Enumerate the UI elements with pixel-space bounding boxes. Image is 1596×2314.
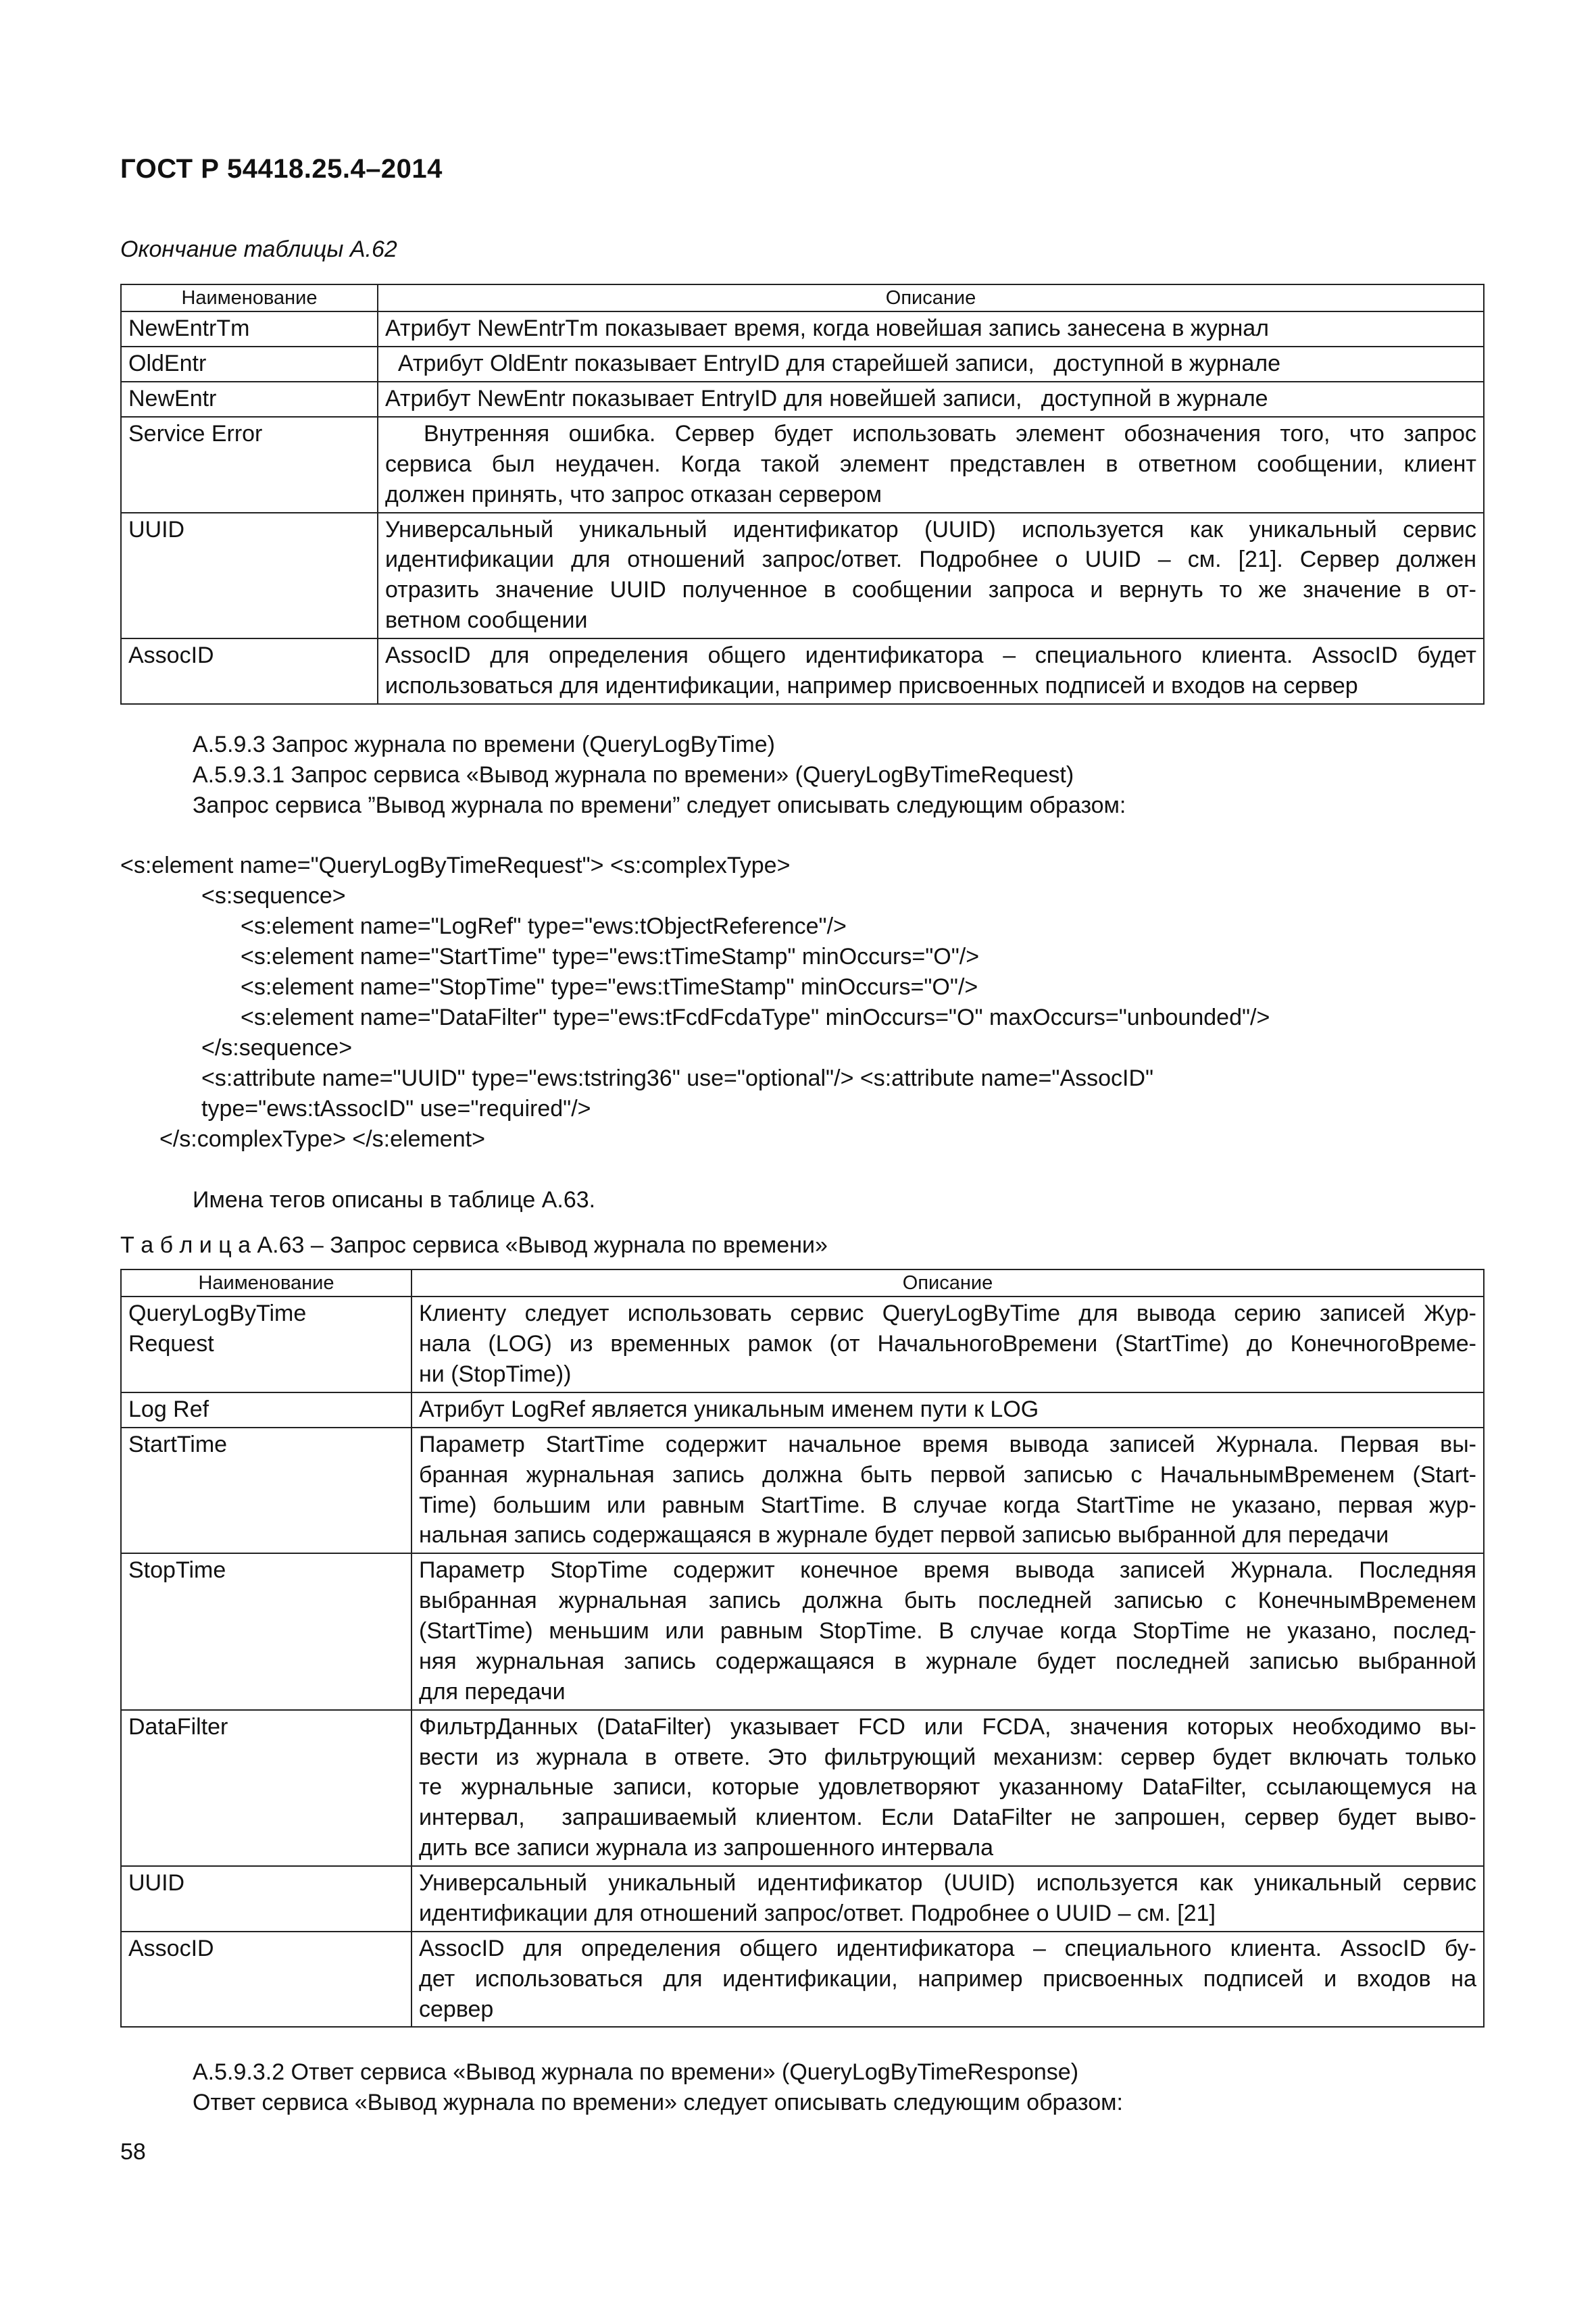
cell-description-line: ветном сообщении — [385, 607, 588, 634]
cell-description-line: Универсальный уникальный идентификатор (UUID) используется как уникальный сервис — [419, 1870, 1476, 1896]
cell-description-line: Атрибут NewEntrTm показывает время, когда новейшая запись занесена в журнал — [385, 316, 1270, 342]
subsection-heading: А.5.9.3.2 Ответ сервиса «Вывод журнала по времени» (QueryLogByTimeResponse) — [193, 2059, 1079, 2085]
table-header-row — [121, 284, 1484, 311]
cell-description — [378, 311, 1484, 347]
cell-name — [121, 1297, 412, 1392]
body-paragraph: Ответ сервиса «Вывод журнала по времени» следует описывать следующим образом: — [193, 2090, 1123, 2115]
column-header-description: Описание — [378, 284, 1484, 311]
code-line: <s:sequence> — [201, 883, 346, 909]
cell-description-line: ни (StopTime)) — [419, 1361, 572, 1387]
cell-description-line: Атрибут NewEntr показывает EntryID для новейшей записи, доступной в журнале — [385, 386, 1268, 411]
document-header: ГОСТ Р 54418.25.4–2014 — [120, 154, 443, 184]
body-paragraph: Запрос сервиса ”Вывод журнала по времени” следует описывать следующим образом: — [193, 793, 1126, 818]
cell-description — [412, 1392, 1484, 1428]
cell-description-line: AssocID для определения общего идентификатора – специального клиента. AssocID бу- — [419, 1935, 1476, 1961]
cell-description — [412, 1710, 1484, 1866]
table-row — [121, 1392, 1484, 1428]
table-row — [121, 1428, 1484, 1554]
code-line: <s:attribute name="UUID" type="ews:tstring36" use="optional"/> <s:attribute name="AssocID" — [201, 1065, 1154, 1091]
column-header-description: Описание — [412, 1269, 1484, 1297]
cell-description-line: идентификации для отношений запрос/ответ. Подробнее о UUID – см. [21]. Сервер должен — [385, 547, 1476, 573]
cell-description-line: Внутренняя ошибка. Сервер будет использовать элемент обозначения того, что запрос — [385, 420, 1476, 447]
cell-name: UUID — [121, 513, 378, 639]
code-line: <s:element name="DataFilter" type="ews:tFcdFcdaType" minOccurs="O" maxOccurs="unbounded"/> — [241, 1005, 1270, 1030]
column-header-name: Наименование — [121, 284, 378, 311]
cell-description-line: няя журнальная запись содержащаяся в журнале будет последней записью выбранной — [419, 1648, 1476, 1674]
code-line: <s:element name="QueryLogByTimeRequest"> <s:complexType> — [120, 853, 791, 878]
table-row — [121, 1553, 1484, 1709]
cell-name: AssocID — [121, 638, 378, 704]
cell-description — [412, 1553, 1484, 1709]
cell-name: NewEntr — [121, 382, 378, 417]
cell-description-line: интервал, запрашиваемый клиентом. Если DataFilter не запрошен, сервер будет выво- — [419, 1805, 1476, 1831]
table-row — [121, 347, 1484, 382]
cell-description-line: нала (LOG) из временных рамок (от НачальногоВремени (StartTime) до КонечногоВреме- — [419, 1331, 1476, 1357]
table-62 — [120, 284, 1485, 705]
cell-name-line: DataFilter — [128, 1713, 228, 1740]
cell-description-line: Параметр StopTime содержит конечное время вывода записей Журнала. Последняя — [419, 1557, 1476, 1584]
cell-description-line: бранная журнальная запись должна быть первой записью с НачальнымВременем (Start- — [419, 1461, 1476, 1488]
cell-name-line: Request — [128, 1331, 214, 1357]
cell-description-line: Параметр StartTime содержит начальное время вывода записей Журнала. Первая вы- — [419, 1431, 1476, 1457]
cell-name — [121, 1932, 412, 2028]
cell-description-line: Атрибут LogRef является уникальным именем пути к LOG — [419, 1396, 1039, 1422]
cell-name-line: StopTime — [128, 1557, 226, 1584]
code-line: <s:element name="StopTime" type="ews:tTimeStamp" minOccurs="O"/> — [241, 974, 978, 1000]
cell-description — [378, 417, 1484, 513]
cell-description-line: нальная запись содержащаяся в журнале будет первой записью выбранной для передачи — [419, 1522, 1389, 1549]
cell-description-line: дить все записи журнала из запрошенного интервала — [419, 1835, 993, 1861]
cell-description-line: сервиса был неудачен. Когда такой элемент представлен в ответном сообщении, клиент — [385, 451, 1476, 477]
cell-description-line: ФильтрДанных (DataFilter) указывает FCD или FCDA, значения которых необходимо вы- — [419, 1713, 1476, 1740]
cell-description-line: сервер — [419, 1996, 494, 2022]
cell-description-line: (StartTime) меньшим или равным StopTime. В случае когда StopTime не указано, послед- — [419, 1618, 1476, 1644]
table-row — [121, 638, 1484, 704]
page-number: 58 — [120, 2139, 146, 2165]
cell-name — [121, 1428, 412, 1554]
table-63-caption: Т а б л и ц а А.63 – Запрос сервиса «Вывод журнала по времени» — [120, 1232, 828, 1258]
table-62-caption: Окончание таблицы А.62 — [120, 236, 397, 262]
table-row — [121, 1297, 1484, 1392]
cell-description-line: идентификации для отношений запрос/ответ. Подробнее о UUID – см. [21] — [419, 1900, 1216, 1926]
body-paragraph: Имена тегов описаны в таблице А.63. — [193, 1187, 596, 1213]
cell-name: NewEntrTm — [121, 311, 378, 347]
cell-description — [412, 1428, 1484, 1554]
code-line: <s:element name="StartTime" type="ews:tTimeStamp" minOccurs="O"/> — [241, 944, 980, 970]
cell-description — [412, 1297, 1484, 1392]
table-63 — [120, 1269, 1485, 2028]
table-row — [121, 513, 1484, 639]
cell-name-line: Log Ref — [128, 1396, 209, 1422]
cell-name-line: UUID — [128, 1870, 185, 1896]
cell-name — [121, 1710, 412, 1866]
cell-description-line: использоваться для идентификации, например присвоенных подписей и входов на сервер — [385, 672, 1358, 699]
cell-description-line: дет использоваться для идентификации, например присвоенных подписей и входов на — [419, 1965, 1476, 1992]
cell-description-line: Клиенту следует использовать сервис QueryLogByTime для вывода серию записей Жур- — [419, 1301, 1476, 1327]
cell-description-line: вести из журнала в ответе. Это фильтрующий механизм: сервер будет включать только — [419, 1744, 1476, 1770]
code-line: </s:complexType> </s:element> — [159, 1126, 485, 1152]
cell-name — [121, 1392, 412, 1428]
table-row — [121, 417, 1484, 513]
cell-name — [121, 1866, 412, 1932]
table-row — [121, 1866, 1484, 1932]
cell-description-line: отразить значение UUID полученное в сообщении запроса и вернуть то же значение в от- — [385, 577, 1476, 603]
cell-name-line: QueryLogByTime — [128, 1301, 307, 1327]
code-line: type="ews:tAssocID" use="required"/> — [201, 1096, 591, 1122]
cell-description-line: те журнальные записи, которые удовлетворяют указанному DataFilter, ссылающемуся на — [419, 1774, 1476, 1801]
cell-description-line: Time) большим или равным StartTime. В случае когда StartTime не указано, первая жур- — [419, 1492, 1476, 1518]
cell-description-line: AssocID для определения общего идентификатора – специального клиента. AssocID будет — [385, 643, 1476, 668]
table-row — [121, 382, 1484, 417]
table-row — [121, 1932, 1484, 2028]
cell-description — [378, 638, 1484, 704]
cell-name-line: StartTime — [128, 1431, 228, 1457]
cell-description — [378, 382, 1484, 417]
cell-description-line: выбранная журнальная запись должна быть последней записью с КонечнымВременем — [419, 1588, 1476, 1614]
cell-description — [412, 1932, 1484, 2028]
table-row — [121, 1710, 1484, 1866]
cell-description-line: Универсальный уникальный идентификатор (UUID) используется как уникальный сервис — [385, 516, 1476, 543]
subsection-heading: А.5.9.3.1 Запрос сервиса «Вывод журнала по времени» (QueryLogByTimeRequest) — [193, 762, 1074, 788]
code-line: </s:sequence> — [201, 1035, 353, 1061]
table-row — [121, 311, 1484, 347]
cell-name: Service Error — [121, 417, 378, 513]
column-header-name: Наименование — [121, 1269, 412, 1297]
cell-description — [378, 347, 1484, 382]
cell-description — [412, 1866, 1484, 1932]
table-header-row — [121, 1269, 1484, 1297]
cell-name — [121, 1553, 412, 1709]
cell-description-line: должен принять, что запрос отказан сервером — [385, 481, 882, 507]
cell-name-line: AssocID — [128, 1935, 214, 1961]
cell-description-line: для передачи — [419, 1678, 566, 1705]
cell-description — [378, 513, 1484, 639]
code-line: <s:element name="LogRef" type="ews:tObjectReference"/> — [241, 913, 847, 939]
section-heading: А.5.9.3 Запрос журнала по времени (QueryLogByTime) — [193, 732, 775, 757]
cell-description-line: Атрибут OldEntr показывает EntryID для старейшей записи, доступной в журнале — [385, 351, 1281, 377]
cell-name: OldEntr — [121, 347, 378, 382]
